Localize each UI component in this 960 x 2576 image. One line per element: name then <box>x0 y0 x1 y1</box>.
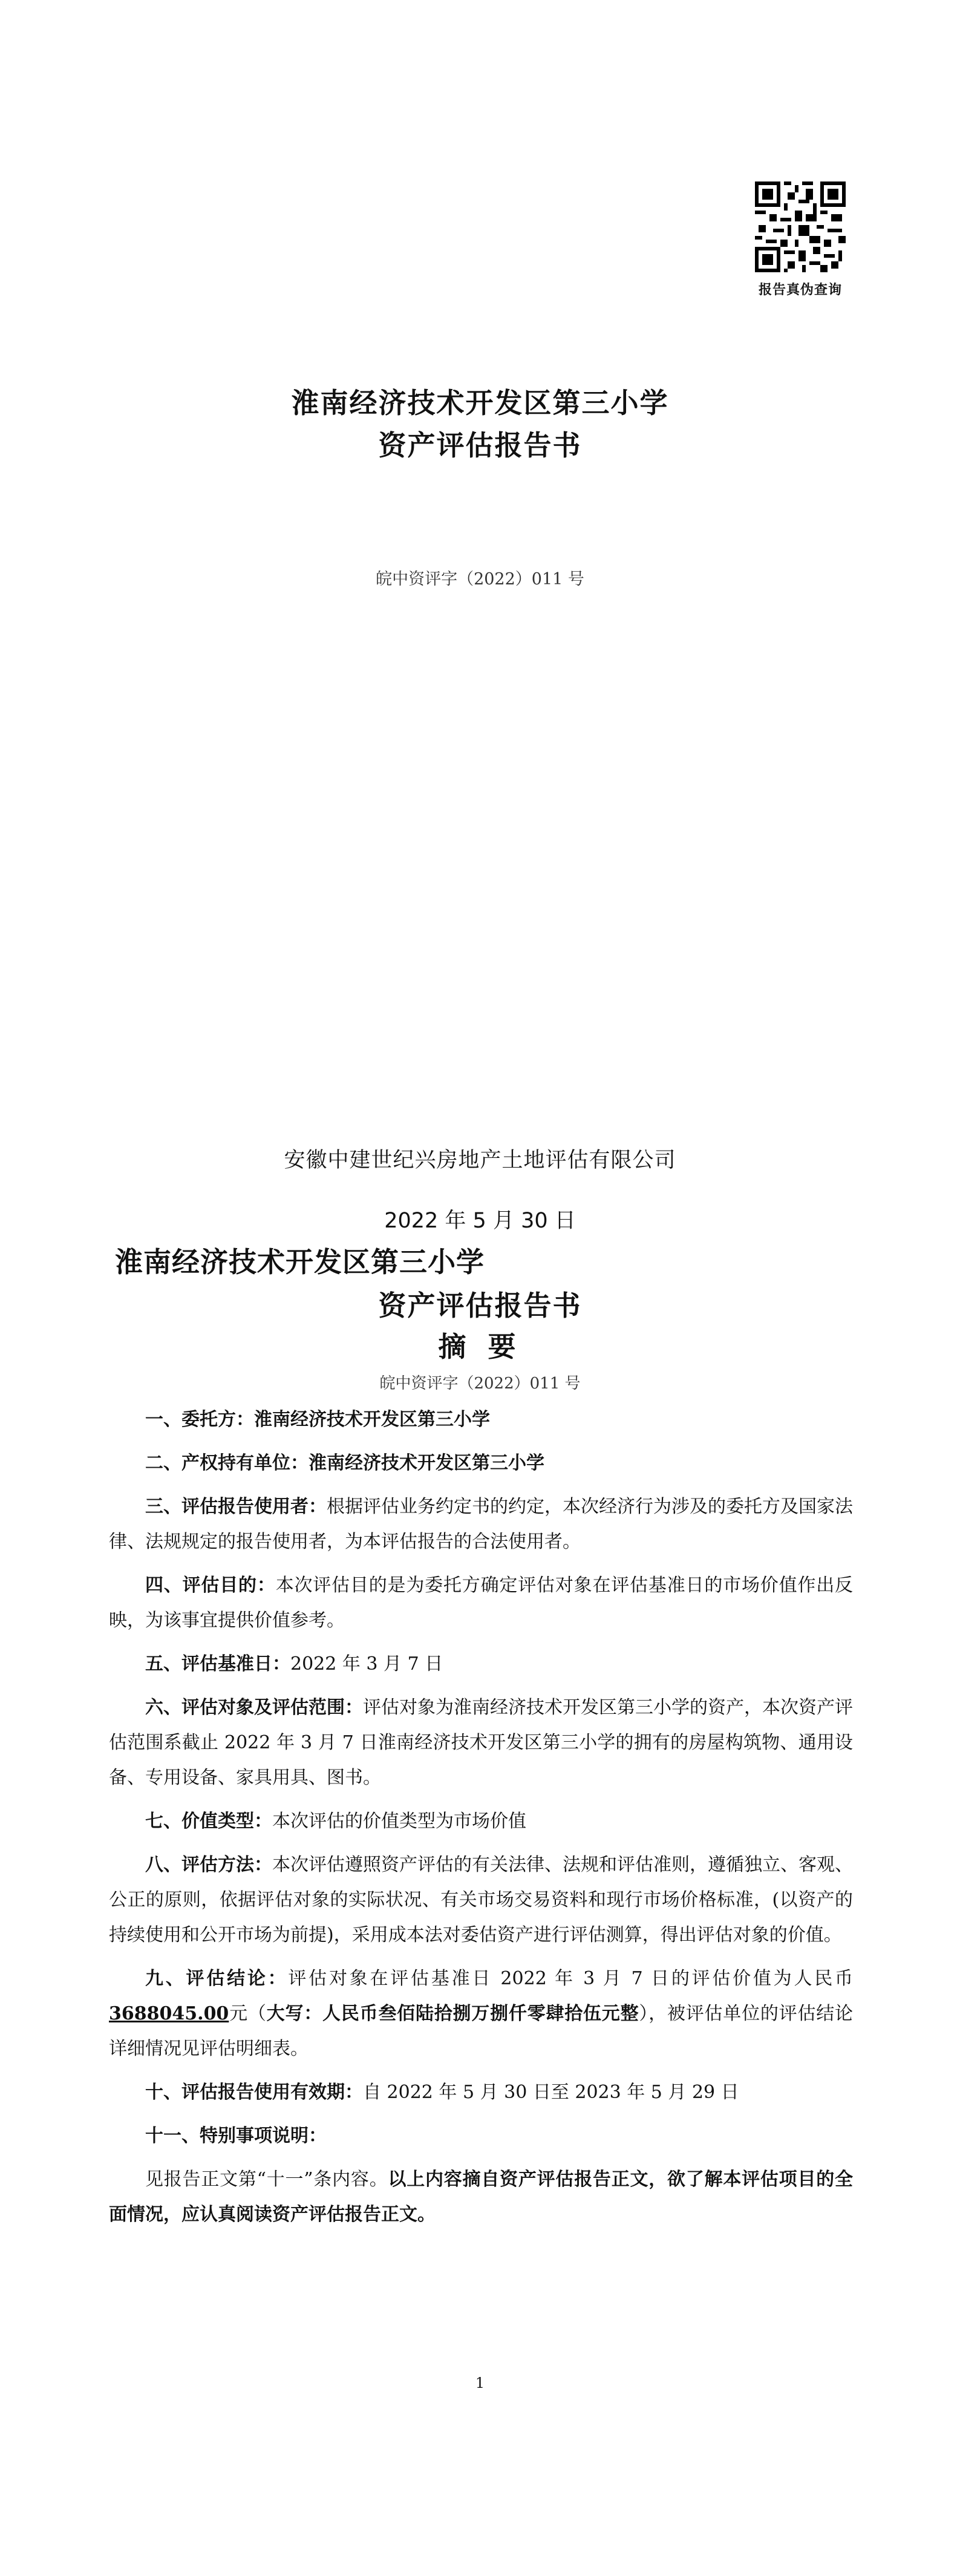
item-method <box>109 1848 853 1953</box>
item-label: 五、评估基准日： <box>145 1653 290 1675</box>
item-value: 本次评估遵照资产评估的有关法律、法规和评估准则，遵循独立、客观、公正的原则，依据评估对象的实际状况、有关市场交易资料和现行市场价格标准，(以资产的持续使用和公开市场为前提)，采用成本法对委估资产进行评估测算，得出评估对象的价值。 <box>109 1854 853 1946</box>
item-client <box>109 1402 853 1437</box>
item-value: 淮南经济技术开发区第三小学 <box>309 1453 544 1474</box>
summary-report-code: 皖中资评字（2022）011 号 <box>379 1375 581 1393</box>
special-bold: 以上内容摘自资产评估报告正文，欲了解本评估项目的全面情况，应认真阅读资产评估报告正文。 <box>109 2169 853 2225</box>
qr-caption: 报告真伪查询 <box>758 282 842 298</box>
conclusion-capital: 大写：人民币叁佰陆拾捌万捌仟零肆拾伍元整 <box>266 2003 639 2024</box>
summary-title-line2: 资产评估报告书 <box>378 1289 582 1322</box>
item-value: 2022 年 3 月 7 日 <box>290 1653 443 1675</box>
item-label: 三、评估报告使用者： <box>145 1496 327 1517</box>
item-label: 九、评估结论： <box>145 1968 289 1989</box>
item-label: 一、委托方： <box>145 1409 254 1430</box>
item-label: 六、评估对象及评估范围： <box>145 1697 363 1718</box>
conclusion-pre: 评估对象在评估基准日 2022 年 3 月 7 日的评估价值为人民币 <box>288 1968 853 1989</box>
item-special <box>109 2119 853 2154</box>
company-name: 安徽中建世纪兴房地产土地评估有限公司 <box>284 1148 676 1172</box>
conclusion-amount: 3688045.00 <box>109 2003 229 2024</box>
item-value: 评估对象为淮南经济技术开发区第三小学的资产，本次资产评估范围系截止 2022 年 3 月 7 日淮南经济技术开发区第三小学的拥有的房屋构筑物、通用设备、专用设备、家具用具、图书。 <box>109 1697 853 1788</box>
item-label: 四、评估目的： <box>145 1575 276 1596</box>
page-number: 1 <box>475 2375 485 2391</box>
item-label: 十、评估报告使用有效期： <box>145 2082 363 2103</box>
item-scope <box>109 1690 853 1796</box>
item-base-date <box>109 1647 853 1682</box>
summary-body <box>109 1402 853 2241</box>
conclusion-unit: 元（ <box>229 2003 267 2024</box>
qr-verification-block <box>755 181 846 298</box>
item-purpose <box>109 1568 853 1638</box>
item-value: 自 2022 年 5 月 30 日至 2023 年 5 月 29 日 <box>363 2082 739 2103</box>
item-value: 淮南经济技术开发区第三小学 <box>254 1409 490 1430</box>
item-users <box>109 1489 853 1560</box>
item-special-text <box>109 2162 853 2232</box>
item-value: 本次评估的价值类型为市场价值 <box>272 1811 526 1832</box>
item-value: 本次评估目的是为委托方确定评估对象在评估基准日的市场价值作出反映，为该事宜提供价值参考。 <box>109 1575 854 1631</box>
item-value: 根据评估业务约定书的约定，本次经济行为涉及的委托方及国家法律、法规规定的报告使用者，为本评估报告的合法使用者。 <box>109 1496 853 1552</box>
summary-heading: 摘 要 <box>438 1330 522 1363</box>
item-label: 七、价值类型： <box>145 1811 272 1832</box>
item-label: 二、产权持有单位： <box>145 1453 309 1474</box>
special-text: 见报告正文第“十一”条内容。 <box>145 2169 388 2190</box>
conclusion-post: ），被评估单位的评估结论详细情况见评估明细表。 <box>109 2003 854 2059</box>
qr-code-icon[interactable] <box>755 181 846 272</box>
item-label: 八、评估方法： <box>145 1854 272 1875</box>
cover-report-code: 皖中资评字（2022）011 号 <box>376 570 584 589</box>
item-value-type <box>109 1804 853 1839</box>
item-conclusion <box>109 1961 853 2067</box>
summary-title-line1: 淮南经济技术开发区第三小学 <box>115 1246 485 1278</box>
cover-date: 2022 年 5 月 30 日 <box>384 1209 576 1233</box>
item-owner <box>109 1446 853 1481</box>
item-validity <box>109 2075 853 2110</box>
cover-title-line2: 资产评估报告书 <box>378 429 582 462</box>
item-label: 十一、特别事项说明： <box>145 2125 327 2146</box>
cover-title-line1: 淮南经济技术开发区第三小学 <box>291 387 669 419</box>
